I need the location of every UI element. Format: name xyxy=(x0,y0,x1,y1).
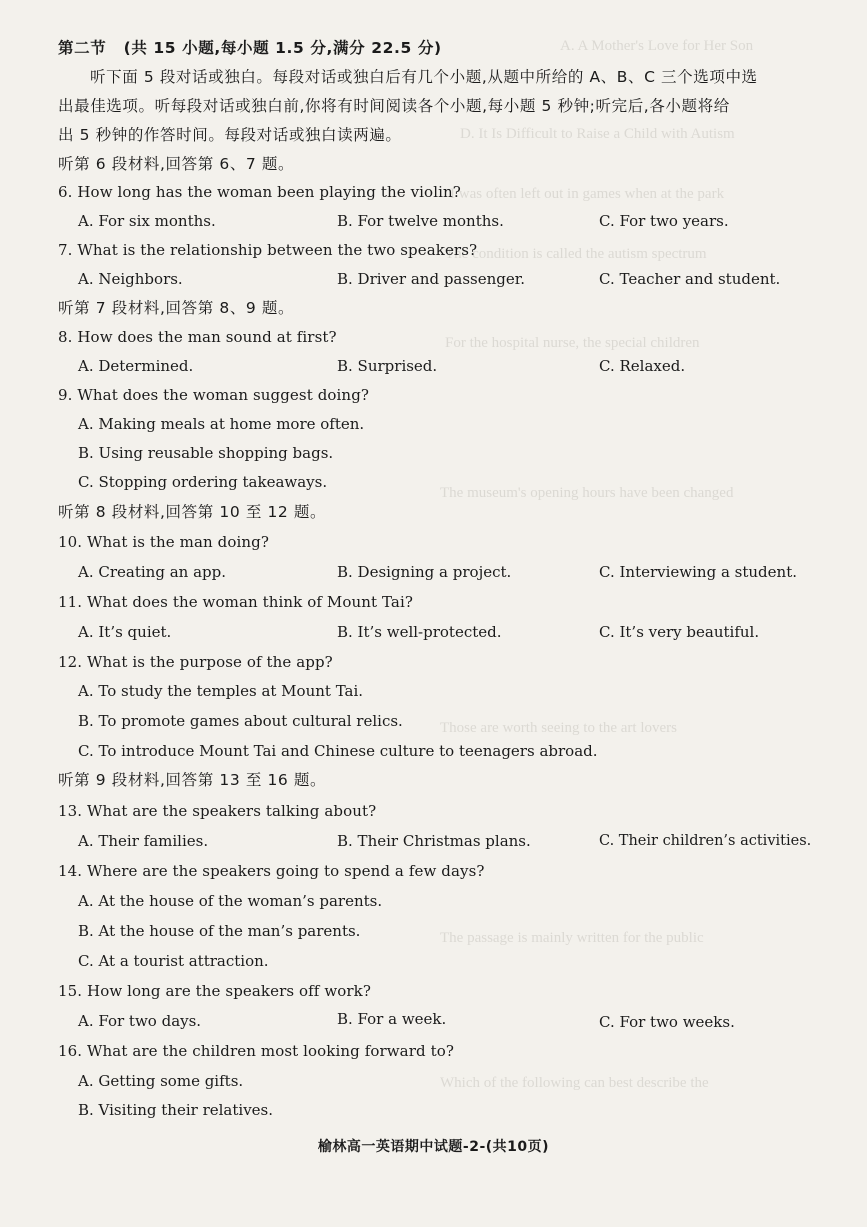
question-15-stem: 15. How long are the speakers off work? xyxy=(58,982,371,1000)
question-8-option-b: B. Surprised. xyxy=(337,357,438,375)
question-8-option-a: A. Determined. xyxy=(78,357,194,375)
question-6-option-c: C. For two years. xyxy=(599,212,729,230)
group-heading-9: 听第 9 段材料,回答第 13 至 16 题。 xyxy=(58,771,327,789)
question-16-stem: 16. What are the children most looking forward to? xyxy=(58,1042,454,1060)
question-15-option-b: B. For a week. xyxy=(337,1010,447,1028)
question-10-stem: 10. What is the man doing? xyxy=(58,533,269,551)
question-14-option-a: A. At the house of the woman’s parents. xyxy=(78,892,383,910)
instructions-line-2: 出最佳选项。听每段对话或独白前,你将有时间阅读各个小题,每小题 5 秒钟;听完后,各小题将给 xyxy=(58,97,730,115)
question-13-stem: 13. What are the speakers talking about? xyxy=(58,802,377,820)
section-info: (共 15 小题,每小题 1.5 分,满分 22.5 分) xyxy=(123,39,442,57)
instructions-line-3: 出 5 秒钟的作答时间。每段对话或独白读两遍。 xyxy=(58,126,402,144)
question-14-stem: 14. Where are the speakers going to spend a few days? xyxy=(58,862,485,880)
bleed-through-text: The museum's opening hours have been changed xyxy=(440,485,734,501)
question-16-option-b: B. Visiting their relatives. xyxy=(78,1101,274,1119)
question-11-stem: 11. What does the woman think of Mount Tai? xyxy=(58,593,413,611)
question-10-option-a: A. Creating an app. xyxy=(78,563,226,581)
question-9-option-b: B. Using reusable shopping bags. xyxy=(78,444,334,462)
page-footer: 榆林高一英语期中试题-2-(共10页) xyxy=(317,1139,550,1155)
bleed-through-text: D. It Is Difficult to Raise a Child with Autism xyxy=(460,126,735,142)
question-13-option-b: B. Their Christmas plans. xyxy=(337,832,531,850)
question-7-stem: 7. What is the relationship between the two speakers? xyxy=(58,241,478,259)
bleed-through-text: The condition is called the autism spectrum xyxy=(445,246,707,262)
question-12-option-c: C. To introduce Mount Tai and Chinese culture to teenagers abroad. xyxy=(78,742,598,760)
question-12-stem: 12. What is the purpose of the app? xyxy=(58,653,333,671)
question-7-option-a: A. Neighbors. xyxy=(78,270,183,288)
question-11-option-c: C. It’s very beautiful. xyxy=(599,623,760,641)
bleed-through-text: For the hospital nurse, the special children xyxy=(445,335,700,351)
question-9-stem: 9. What does the woman suggest doing? xyxy=(58,386,370,404)
bleed-through-text: I was often left out in games when at the park xyxy=(450,186,725,202)
question-6-stem: 6. How long has the woman been playing the violin? xyxy=(58,183,461,201)
section-heading xyxy=(58,38,442,58)
question-8-stem: 8. How does the man sound at first? xyxy=(58,328,337,346)
question-6-option-a: A. For six months. xyxy=(78,212,216,230)
bleed-through-text: Which of the following can best describe the xyxy=(440,1075,709,1091)
question-7-option-c: C. Teacher and student. xyxy=(599,270,781,288)
question-6-option-b: B. For twelve months. xyxy=(337,212,504,230)
question-11-option-b: B. It’s well-protected. xyxy=(337,623,502,641)
instructions-line-1: 听下面 5 段对话或独白。每段对话或独白后有几个小题,从题中所给的 A、B、C 三个选项中选 xyxy=(90,68,758,86)
question-12-option-a: A. To study the temples at Mount Tai. xyxy=(78,682,364,700)
bleed-through-text: The passage is mainly written for the public xyxy=(440,930,704,946)
question-10-option-c: C. Interviewing a student. xyxy=(599,563,797,581)
question-9-option-a: A. Making meals at home more often. xyxy=(78,415,365,433)
question-15-option-c: C. For two weeks. xyxy=(599,1013,735,1031)
bleed-through-text: A. A Mother's Love for Her Son xyxy=(560,38,754,54)
question-7-option-b: B. Driver and passenger. xyxy=(337,270,526,288)
question-8-option-c: C. Relaxed. xyxy=(599,357,686,375)
question-14-option-c: C. At a tourist attraction. xyxy=(78,952,269,970)
question-13-option-c: C. Their children’s activities. xyxy=(599,833,812,849)
group-heading-8: 听第 8 段材料,回答第 10 至 12 题。 xyxy=(58,503,327,521)
bleed-through-text: Those are worth seeing to the art lovers xyxy=(440,720,678,736)
question-11-option-a: A. It’s quiet. xyxy=(78,623,172,641)
question-13-option-a: A. Their families. xyxy=(78,832,209,850)
question-15-option-a: A. For two days. xyxy=(78,1012,202,1030)
section-title: 第二节 xyxy=(58,39,107,57)
question-12-option-b: B. To promote games about cultural relics. xyxy=(78,712,403,730)
question-10-option-b: B. Designing a project. xyxy=(337,563,512,581)
question-16-option-a: A. Getting some gifts. xyxy=(78,1072,244,1090)
question-9-option-c: C. Stopping ordering takeaways. xyxy=(78,473,328,491)
group-heading-6: 听第 6 段材料,回答第 6、7 题。 xyxy=(58,155,295,173)
group-heading-7: 听第 7 段材料,回答第 8、9 题。 xyxy=(58,299,295,317)
question-14-option-b: B. At the house of the man’s parents. xyxy=(78,922,361,940)
